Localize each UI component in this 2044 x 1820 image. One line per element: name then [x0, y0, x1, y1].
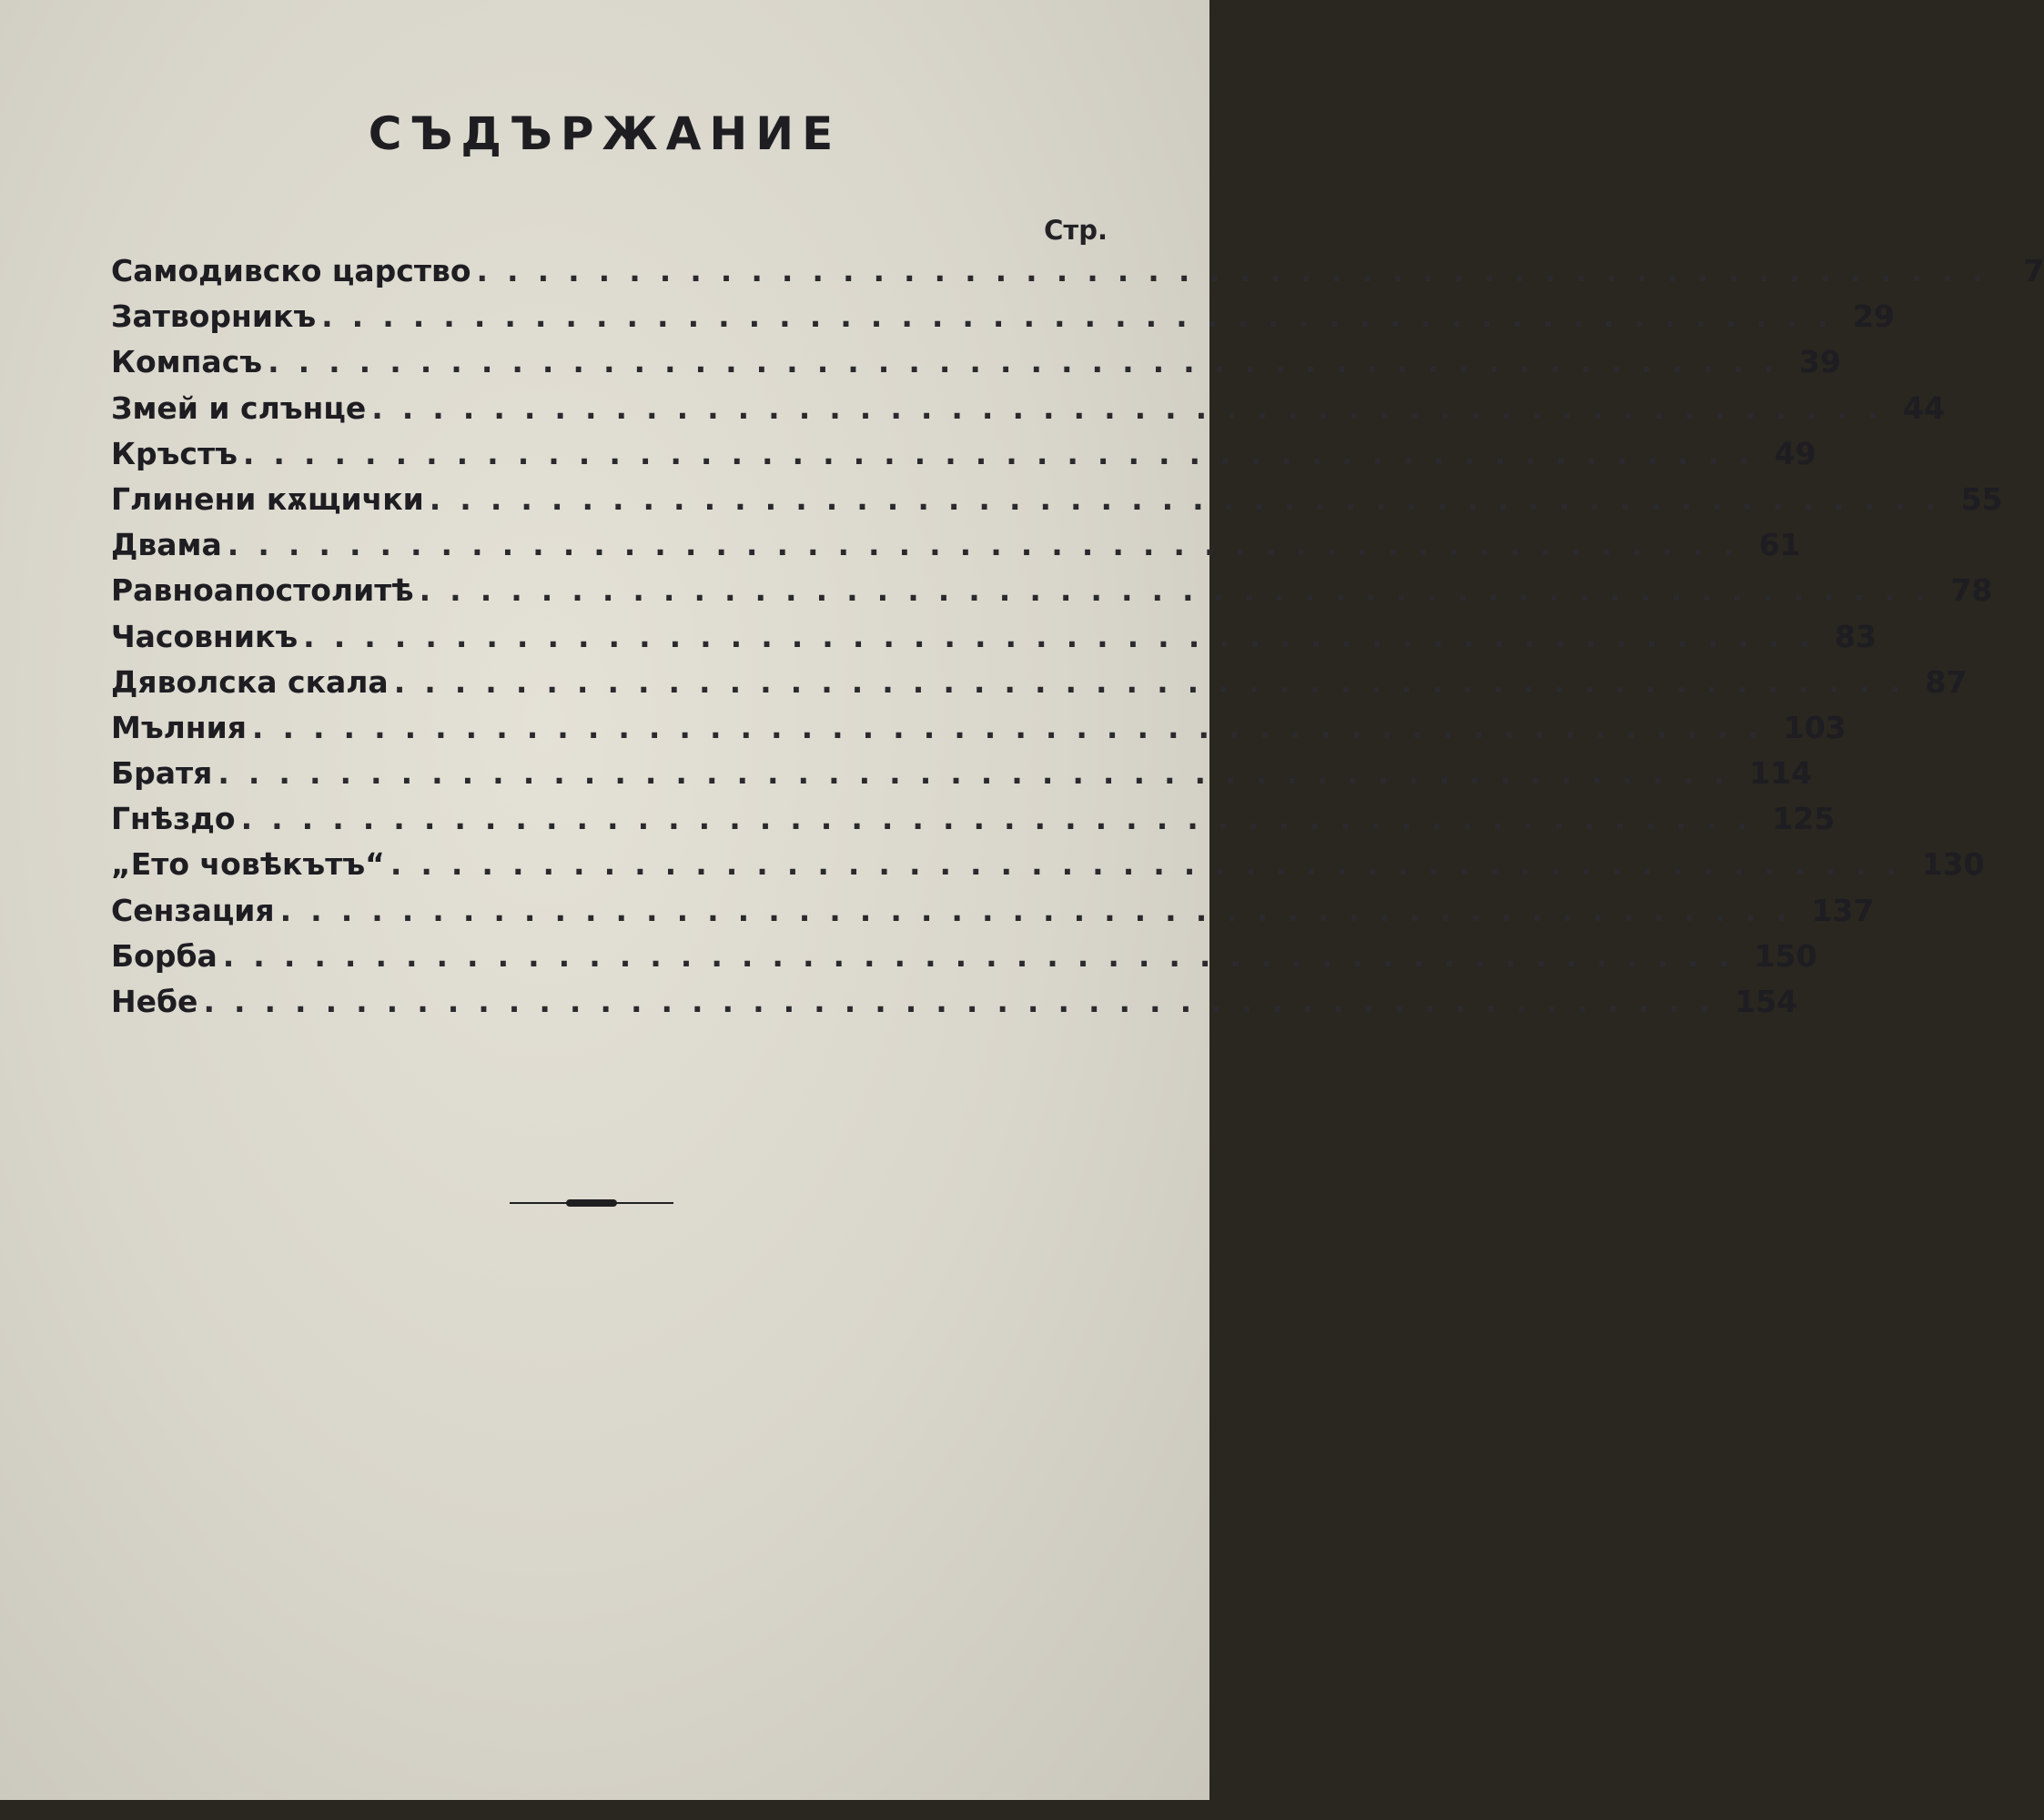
- toc-entry-title: Братя: [111, 755, 213, 792]
- toc-entry: [111, 801, 1836, 846]
- toc-entry-page: 49: [1774, 435, 1816, 471]
- toc-entry-title: Глинени кѫщички: [111, 480, 424, 517]
- toc-entry: [111, 527, 1801, 572]
- toc-entry-title: Гнѣздо: [111, 801, 236, 837]
- dot-leader: ..................................................: [429, 480, 1956, 517]
- toc-entry: [111, 892, 1875, 938]
- dot-leader: ..................................................: [390, 846, 1917, 883]
- toc-entry: [111, 298, 1895, 344]
- toc-entry-page: 125: [1772, 801, 1836, 837]
- toc-entry-title: Сензация: [111, 892, 275, 928]
- toc-entry: [111, 663, 1968, 710]
- toc-entry-page: 114: [1749, 755, 1813, 792]
- toc-entry: [111, 389, 1945, 436]
- toc-entry: [111, 709, 1847, 755]
- toc-entry-page: 154: [1735, 984, 1798, 1019]
- dot-leader: ..................................................: [242, 435, 1769, 471]
- toc-entry: [111, 984, 1798, 1029]
- toc-entry-title: „Ето човѣкътъ“: [111, 846, 385, 883]
- toc-entry-page: 7: [2023, 253, 2044, 288]
- toc-entry-title: Небе: [111, 984, 198, 1019]
- dot-leader: ..................................................: [240, 801, 1767, 837]
- toc-entry-page: 61: [1758, 527, 1801, 563]
- dot-leader: ..................................................: [279, 892, 1806, 928]
- toc-entry-title: Равноапостолитѣ: [111, 572, 414, 609]
- toc-entry: [111, 253, 2044, 298]
- toc-entry-title: Змей и слънце: [111, 389, 367, 426]
- dot-leader: ..................................................: [321, 298, 1847, 335]
- toc-entry-page: 130: [1921, 846, 1985, 883]
- dot-leader: ..................................................: [203, 984, 1730, 1019]
- divider-center-bar: [566, 1199, 617, 1207]
- toc-entry: [111, 480, 2003, 527]
- toc-entry: [111, 618, 1877, 664]
- toc-entry-page: 29: [1852, 298, 1895, 335]
- toc-entry-page: 39: [1798, 344, 1841, 380]
- dot-leader: ..................................................: [251, 709, 1778, 745]
- toc-entry-page: 150: [1754, 937, 1817, 974]
- toc-entry-title: Двама: [111, 527, 222, 563]
- ornamental-divider: [510, 1199, 673, 1207]
- toc-entry-title: Дяволска скала: [111, 663, 389, 700]
- page-title: СЪДЪРЖАНИЕ: [368, 107, 842, 160]
- toc-entry: [111, 435, 1816, 481]
- page-column-label: Стр.: [1044, 215, 1108, 246]
- toc-entry-title: Борба: [111, 937, 218, 974]
- toc-entry-page: 137: [1811, 892, 1875, 928]
- toc-entry-title: Затворникъ: [111, 298, 317, 335]
- toc-entry-title: Кръстъ: [111, 435, 238, 471]
- toc-entry: [111, 344, 1841, 389]
- toc-entry: [111, 572, 1993, 618]
- dot-leader: ..................................................: [371, 389, 1898, 426]
- toc-entry: [111, 846, 1985, 892]
- toc-entry-page: 83: [1834, 618, 1877, 654]
- toc-entry: [111, 755, 1813, 801]
- dot-leader: ..................................................: [303, 618, 1829, 654]
- dot-leader: ..................................................: [227, 527, 1754, 563]
- dot-leader: ..................................................: [476, 253, 2003, 288]
- toc-entry-page: 87: [1925, 663, 1968, 700]
- toc-entry-page: 78: [1950, 572, 1993, 609]
- toc-entry-title: Компасъ: [111, 344, 263, 380]
- dot-leader: ..................................................: [218, 755, 1745, 792]
- toc-entry-page: 55: [1960, 480, 2003, 517]
- dot-leader: ..................................................: [222, 937, 1749, 974]
- toc-entry-page: 103: [1783, 709, 1847, 745]
- toc-entry-title: Часовникъ: [111, 618, 299, 654]
- toc-entry-title: Мълния: [111, 709, 247, 745]
- dot-leader: ..................................................: [268, 344, 1794, 380]
- toc-entry-page: 44: [1903, 389, 1945, 426]
- toc-entry-title: Самодивско царство: [111, 253, 471, 288]
- toc-entry: [111, 937, 1817, 984]
- dot-leader: ..................................................: [393, 663, 1920, 700]
- dot-leader: ..................................................: [419, 572, 1946, 609]
- table-of-contents: [111, 253, 2044, 1029]
